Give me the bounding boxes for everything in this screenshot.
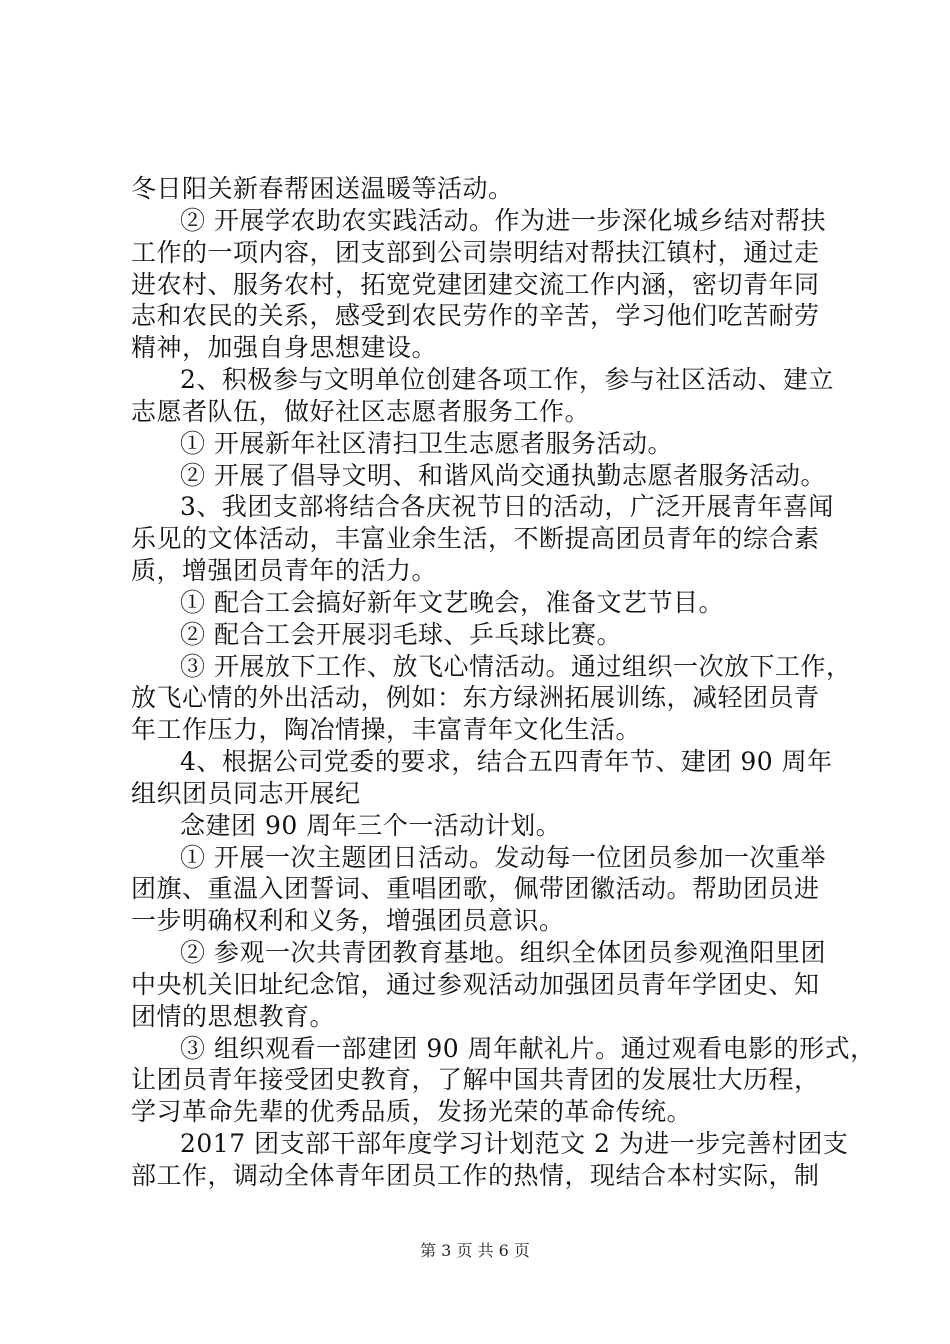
text-line: 志愿者队伍，做好社区志愿者服务工作。: [131, 397, 591, 426]
text-line: 让团员青年接受团史教育，了解中国共青团的发展壮大历程，: [131, 1065, 820, 1094]
text-line: 志和农民的关系，感受到农民劳作的辛苦，学习他们吃苦耐劳: [131, 301, 820, 330]
text-line: 3、我团支部将结合各庆祝节日的活动，广泛开展青年喜闻: [180, 492, 834, 521]
text-line: 放飞心情的外出活动，例如：东方绿洲拓展训练，减轻团员青: [131, 683, 820, 712]
text-line: ① 开展新年社区清扫卫生志愿者服务活动。: [180, 429, 673, 458]
text-line: ① 开展一次主题团日活动。发动每一位团员参加一次重举: [180, 843, 826, 872]
text-line: 2、积极参与文明单位创建各项工作，参与社区活动、建立: [180, 365, 834, 394]
text-line: 质，增强团员青年的活力。: [131, 556, 438, 585]
text-line: 乐见的文体活动，丰富业余生活，不断提高团员青年的综合素: [131, 524, 820, 553]
text-line: 年工作压力，陶冶情操，丰富青年文化生活。: [131, 715, 642, 744]
text-line: 部工作，调动全体青年团员工作的热情，现结合本村实际，制: [131, 1161, 820, 1190]
text-line: ② 参观一次共青团教育基地。组织全体团员参观渔阳里团: [180, 938, 826, 967]
text-line: 进农村、服务农村，拓宽党建团建交流工作内涵，密切青年同: [131, 270, 820, 299]
text-line: 一步明确权利和义务，增强团员意识。: [131, 906, 565, 935]
text-line: 团旗、重温入团誓词、重唱团歌，佩带团徽活动。帮助团员进: [131, 874, 820, 903]
text-line: ③ 开展放下工作、放飞心情活动。通过组织一次放下工作，: [180, 652, 852, 681]
text-line: 学习革命先辈的优秀品质，发扬光荣的革命传统。: [131, 1097, 693, 1126]
text-line: ② 开展了倡导文明、和谐风尚交通执勤志愿者服务活动。: [180, 461, 826, 490]
page-number-footer: 第 3 页 共 6 页: [420, 1241, 530, 1260]
text-line: 工作的一项内容，团支部到公司崇明结对帮扶江镇村，通过走: [131, 238, 820, 267]
text-line: ① 配合工会搞好新年文艺晚会，准备文艺节目。: [180, 588, 724, 617]
text-line: ② 配合工会开展羽毛球、乒乓球比赛。: [180, 620, 622, 649]
text-line: 精神，加强自身思想建设。: [131, 333, 438, 362]
text-line: 冬日阳关新春帮困送温暖等活动。: [131, 174, 514, 203]
text-line: 团情的思想教育。: [131, 1002, 336, 1031]
text-line: ③ 组织观看一部建团 90 周年献礼片。通过观看电影的形式，: [180, 1034, 876, 1063]
text-line: 组织团员同志开展纪: [131, 779, 361, 808]
text-line: ② 开展学农助农实践活动。作为进一步深化城乡结对帮扶: [180, 206, 826, 235]
text-line: 4、根据公司党委的要求，结合五四青年节、建团 90 周年: [180, 747, 833, 776]
text-line: 2017 团支部干部年度学习计划范文 2 为进一步完善村团支: [180, 1129, 849, 1158]
text-line: 念建团 90 周年三个一活动计划。: [180, 811, 562, 840]
text-line: 中央机关旧址纪念馆，通过参观活动加强团员青年学团史、知: [131, 970, 820, 999]
